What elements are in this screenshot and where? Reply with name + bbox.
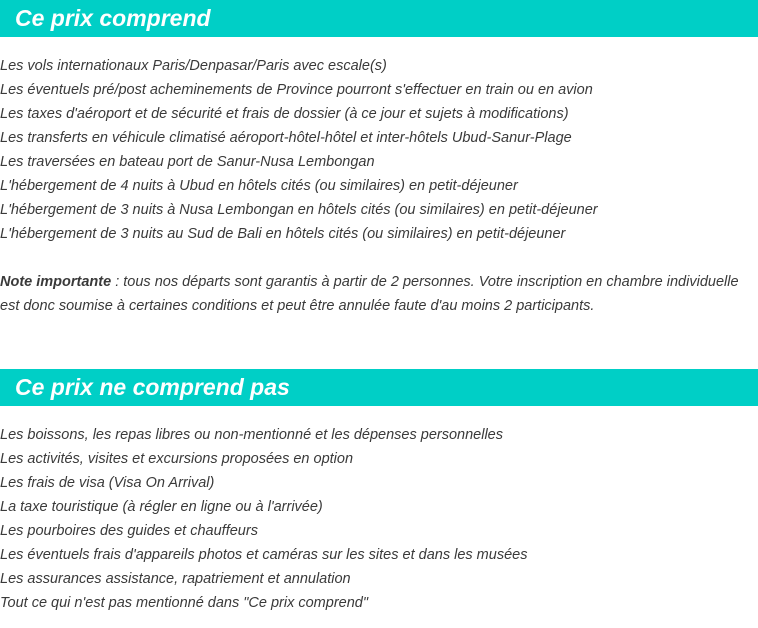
list-item: Les assurances assistance, rapatriement et annulation xyxy=(0,571,351,587)
list-item: La taxe touristique (à régler en ligne ou à l'arrivée) xyxy=(0,499,323,515)
list-item: Tout ce qui n'est pas mentionné dans "Ce prix comprend" xyxy=(0,595,368,611)
includes-list xyxy=(0,54,758,246)
list-item: L'hébergement de 3 nuits à Nusa Lembongan en hôtels cités (ou similaires) en petit-déjeuner xyxy=(0,202,598,218)
list-item: L'hébergement de 4 nuits à Ubud en hôtels cités (ou similaires) en petit-déjeuner xyxy=(0,178,518,194)
list-item: Les frais de visa (Visa On Arrival) xyxy=(0,475,215,491)
includes-section-title: Ce prix comprend xyxy=(0,0,758,37)
list-item: Les vols internationaux Paris/Denpasar/Paris avec escale(s) xyxy=(0,58,387,74)
important-note xyxy=(0,270,758,318)
note-label: Note importante xyxy=(0,274,112,290)
list-item: Les taxes d'aéroport et de sécurité et frais de dossier (à ce jour et sujets à modifications) xyxy=(0,106,569,122)
list-item: Les activités, visites et excursions proposées en option xyxy=(0,451,354,467)
list-item: L'hébergement de 3 nuits au Sud de Bali en hôtels cités (ou similaires) en petit-déjeuner xyxy=(0,226,566,242)
list-item: Les éventuels frais d'appareils photos et caméras sur les sites et dans les musées xyxy=(0,547,528,563)
list-item: Les pourboires des guides et chauffeurs xyxy=(0,523,258,539)
excludes-list xyxy=(0,423,758,615)
note-text: : tous nos départs sont garantis à partir de 2 personnes. Votre inscription en chambre individuelle est donc soumise à certaines conditions et peut être annulée faute d'au moins 2 participants. xyxy=(0,274,739,314)
list-item: Les transferts en véhicule climatisé aéroport-hôtel-hôtel et inter-hôtels Ubud-Sanur-Plage xyxy=(0,130,572,146)
list-item: Les traversées en bateau port de Sanur-Nusa Lembongan xyxy=(0,154,375,170)
list-item: Les éventuels pré/post acheminements de Province pourront s'effectuer en train ou en avion xyxy=(0,82,593,98)
list-item: Les boissons, les repas libres ou non-mentionné et les dépenses personnelles xyxy=(0,427,503,443)
excludes-section-title: Ce prix ne comprend pas xyxy=(0,369,758,406)
